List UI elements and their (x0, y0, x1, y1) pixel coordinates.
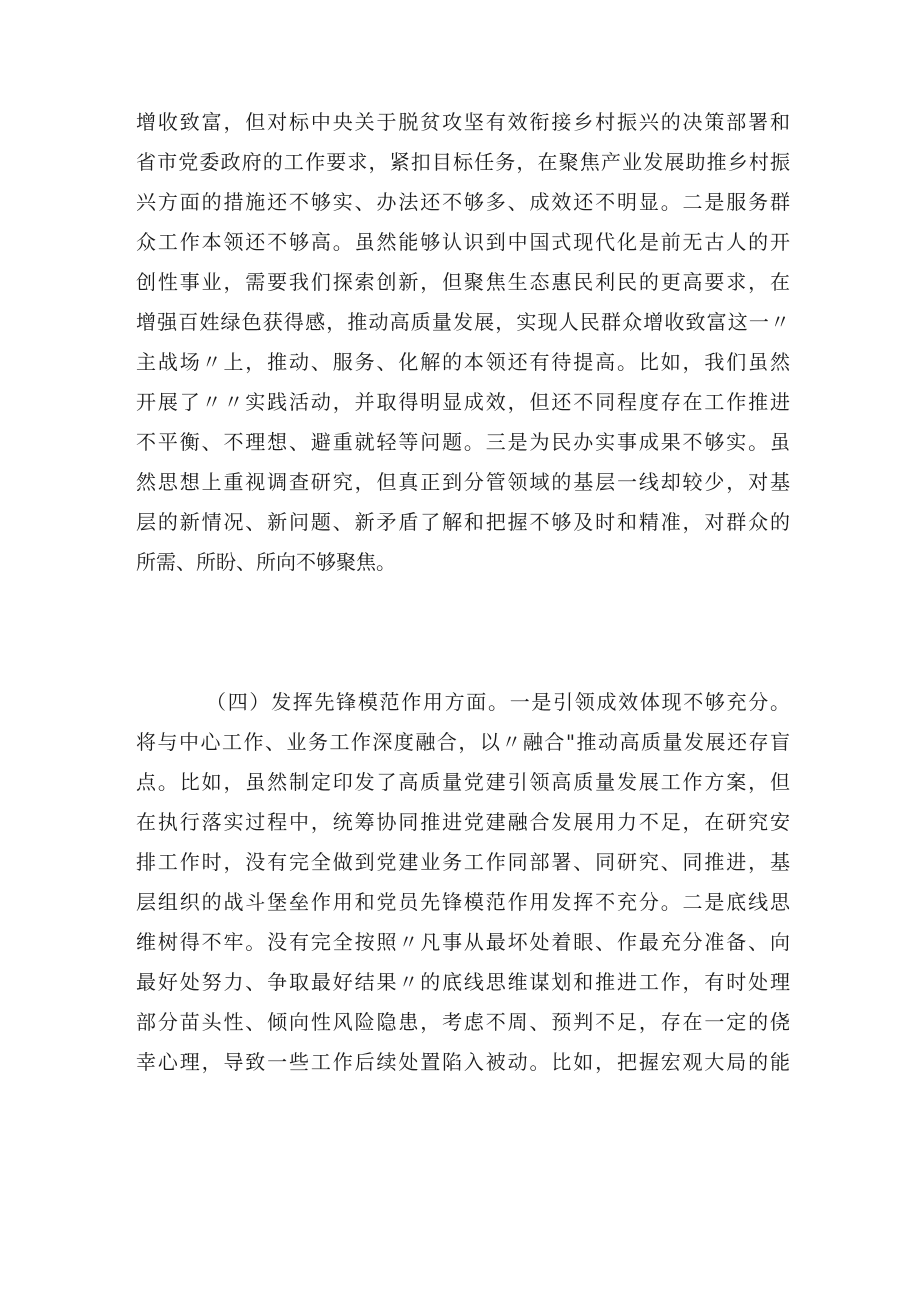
text-line: 不平衡、不理想、避重就轻等问题。三是为民办实事成果不够实。虽 (136, 430, 790, 454)
paragraph-1 (136, 102, 790, 582)
text-line: 省市党委政府的工作要求，紧扣目标任务，在聚焦产业发展助推乡村振 (136, 150, 790, 174)
text-line: 增强百姓绿色获得感，推动高质量发展，实现人民群众增收致富这一〃 (136, 310, 790, 334)
text-line: 维树得不牢。没有完全按照〃凡事从最坏处着眼、作最充分准备、向 (136, 930, 790, 954)
text-line: 然思想上重视调查研究，但真正到分管领域的基层一线却较少，对基 (136, 470, 790, 494)
text-line: 幸心理，导致一些工作后续处置陷入被动。比如，把握宏观大局的能 (136, 1050, 790, 1074)
text-line: 将与中心工作、业务工作深度融合，以〃融合"推动高质量发展还存盲 (136, 730, 790, 754)
text-line: 所需、所盼、所向不够聚焦。 (136, 550, 396, 574)
text-line: 点。比如，虽然制定印发了高质量党建引领高质量发展工作方案，但 (136, 770, 790, 794)
text-line: 排工作时，没有完全做到党建业务工作同部署、同研究、同推进，基 (136, 850, 790, 874)
text-line: 在执行落实过程中，统筹协同推进党建融合发展用力不足，在研究安 (136, 810, 790, 834)
text-line: 创性事业，需要我们探索创新，但聚焦生态惠民利民的更高要求，在 (136, 270, 790, 294)
text-line: 层组织的战斗堡垒作用和党员先锋模范作用发挥不充分。二是底线思 (136, 890, 790, 914)
text-line: 最好处努力、争取最好结果〃的底线思维谋划和推进工作，有时处理 (136, 970, 790, 994)
paragraph-2 (136, 682, 790, 1082)
text-line: 主战场〃上，推动、服务、化解的本领还有待提高。比如，我们虽然 (136, 350, 790, 374)
text-line: 部分苗头性、倾向性风险隐患，考虑不周、预判不足，存在一定的侥 (136, 1010, 790, 1034)
section-heading-line: （四）发挥先锋模范作用方面。一是引领成效体现不够充分。 (206, 690, 790, 714)
text-line: 层的新情况、新问题、新矛盾了解和把握不够及时和精准，对群众的 (136, 510, 790, 534)
text-line: 众工作本领还不够高。虽然能够认识到中国式现代化是前无古人的开 (136, 230, 790, 254)
text-line: 兴方面的措施还不够实、办法还不够多、成效还不明显。二是服务群 (136, 190, 790, 214)
text-line: 增收致富，但对标中央关于脱贫攻坚有效衔接乡村振兴的决策部署和 (136, 110, 790, 134)
text-line: 开展了〃〃实践活动，并取得明显成效，但还不同程度存在工作推进 (136, 390, 790, 414)
